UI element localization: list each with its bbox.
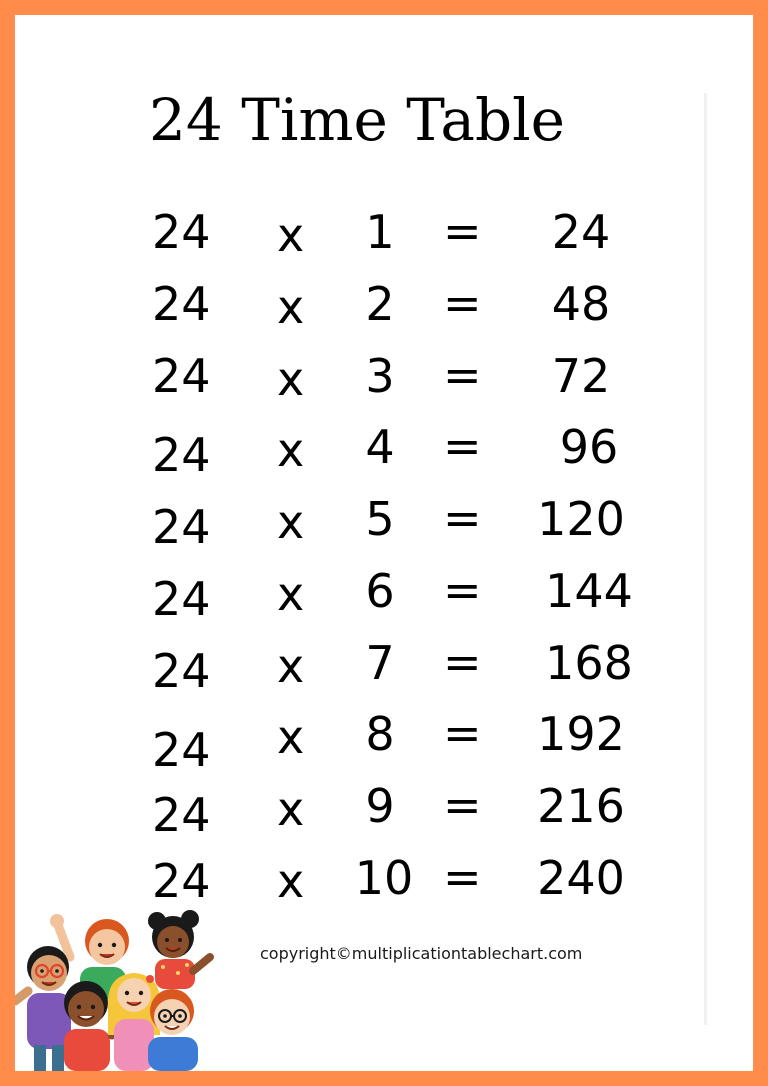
row-equals-sign: =	[443, 491, 482, 545]
copyright-notice: copyright©multiplicationtablechart.com	[260, 944, 583, 963]
row-product: 120	[537, 492, 625, 546]
row-times-sign: x	[277, 280, 305, 334]
row-equals-sign: =	[443, 706, 482, 760]
row-multiplier: 6	[365, 564, 395, 618]
row-base: 24	[152, 277, 211, 331]
row-times-sign: x	[277, 495, 305, 549]
row-base: 24	[152, 500, 211, 554]
row-times-sign: x	[277, 208, 305, 262]
kids-group-illustration	[15, 895, 215, 1071]
row-product: 72	[551, 349, 611, 403]
row-equals-sign: =	[443, 204, 482, 258]
row-base: 24	[152, 788, 211, 842]
row-equals-sign: =	[443, 419, 482, 473]
row-times-sign: x	[277, 567, 305, 621]
row-multiplier: 2	[365, 277, 395, 331]
row-product: 144	[545, 564, 633, 618]
row-base: 24	[152, 723, 211, 777]
row-multiplier: 4	[365, 420, 395, 474]
row-multiplier: 5	[365, 492, 395, 546]
row-product: 48	[551, 277, 611, 331]
row-equals-sign: =	[443, 348, 482, 402]
row-times-sign: x	[277, 639, 305, 693]
row-base: 24	[152, 349, 211, 403]
table-sheet	[15, 15, 753, 1071]
row-multiplier: 8	[365, 707, 395, 761]
row-equals-sign: =	[443, 276, 482, 330]
row-multiplier: 1	[365, 205, 395, 259]
row-product: 240	[537, 851, 625, 905]
row-multiplier: 3	[365, 349, 395, 403]
row-product: 168	[545, 636, 633, 690]
row-equals-sign: =	[443, 778, 482, 832]
row-multiplier: 10	[354, 851, 414, 905]
row-product: 24	[551, 205, 611, 259]
row-times-sign: x	[277, 352, 305, 406]
kid-girl-dark-hair	[148, 910, 210, 989]
row-product: 216	[537, 779, 625, 833]
row-times-sign: x	[277, 423, 305, 477]
row-times-sign: x	[277, 854, 305, 908]
row-base: 24	[152, 644, 211, 698]
row-base: 24	[152, 854, 211, 908]
row-multiplier: 7	[365, 636, 395, 690]
row-base: 24	[152, 205, 211, 259]
row-equals-sign: =	[443, 850, 482, 904]
row-base: 24	[152, 572, 211, 626]
row-equals-sign: =	[443, 563, 482, 617]
page-title: 24 Time Table	[149, 86, 565, 154]
row-equals-sign: =	[443, 635, 482, 689]
row-times-sign: x	[277, 782, 305, 836]
kid-boy-glasses	[15, 946, 71, 1071]
row-times-sign: x	[277, 710, 305, 764]
row-product: 96	[559, 420, 619, 474]
row-base: 24	[152, 428, 211, 482]
row-multiplier: 9	[365, 779, 395, 833]
row-product: 192	[537, 707, 625, 761]
